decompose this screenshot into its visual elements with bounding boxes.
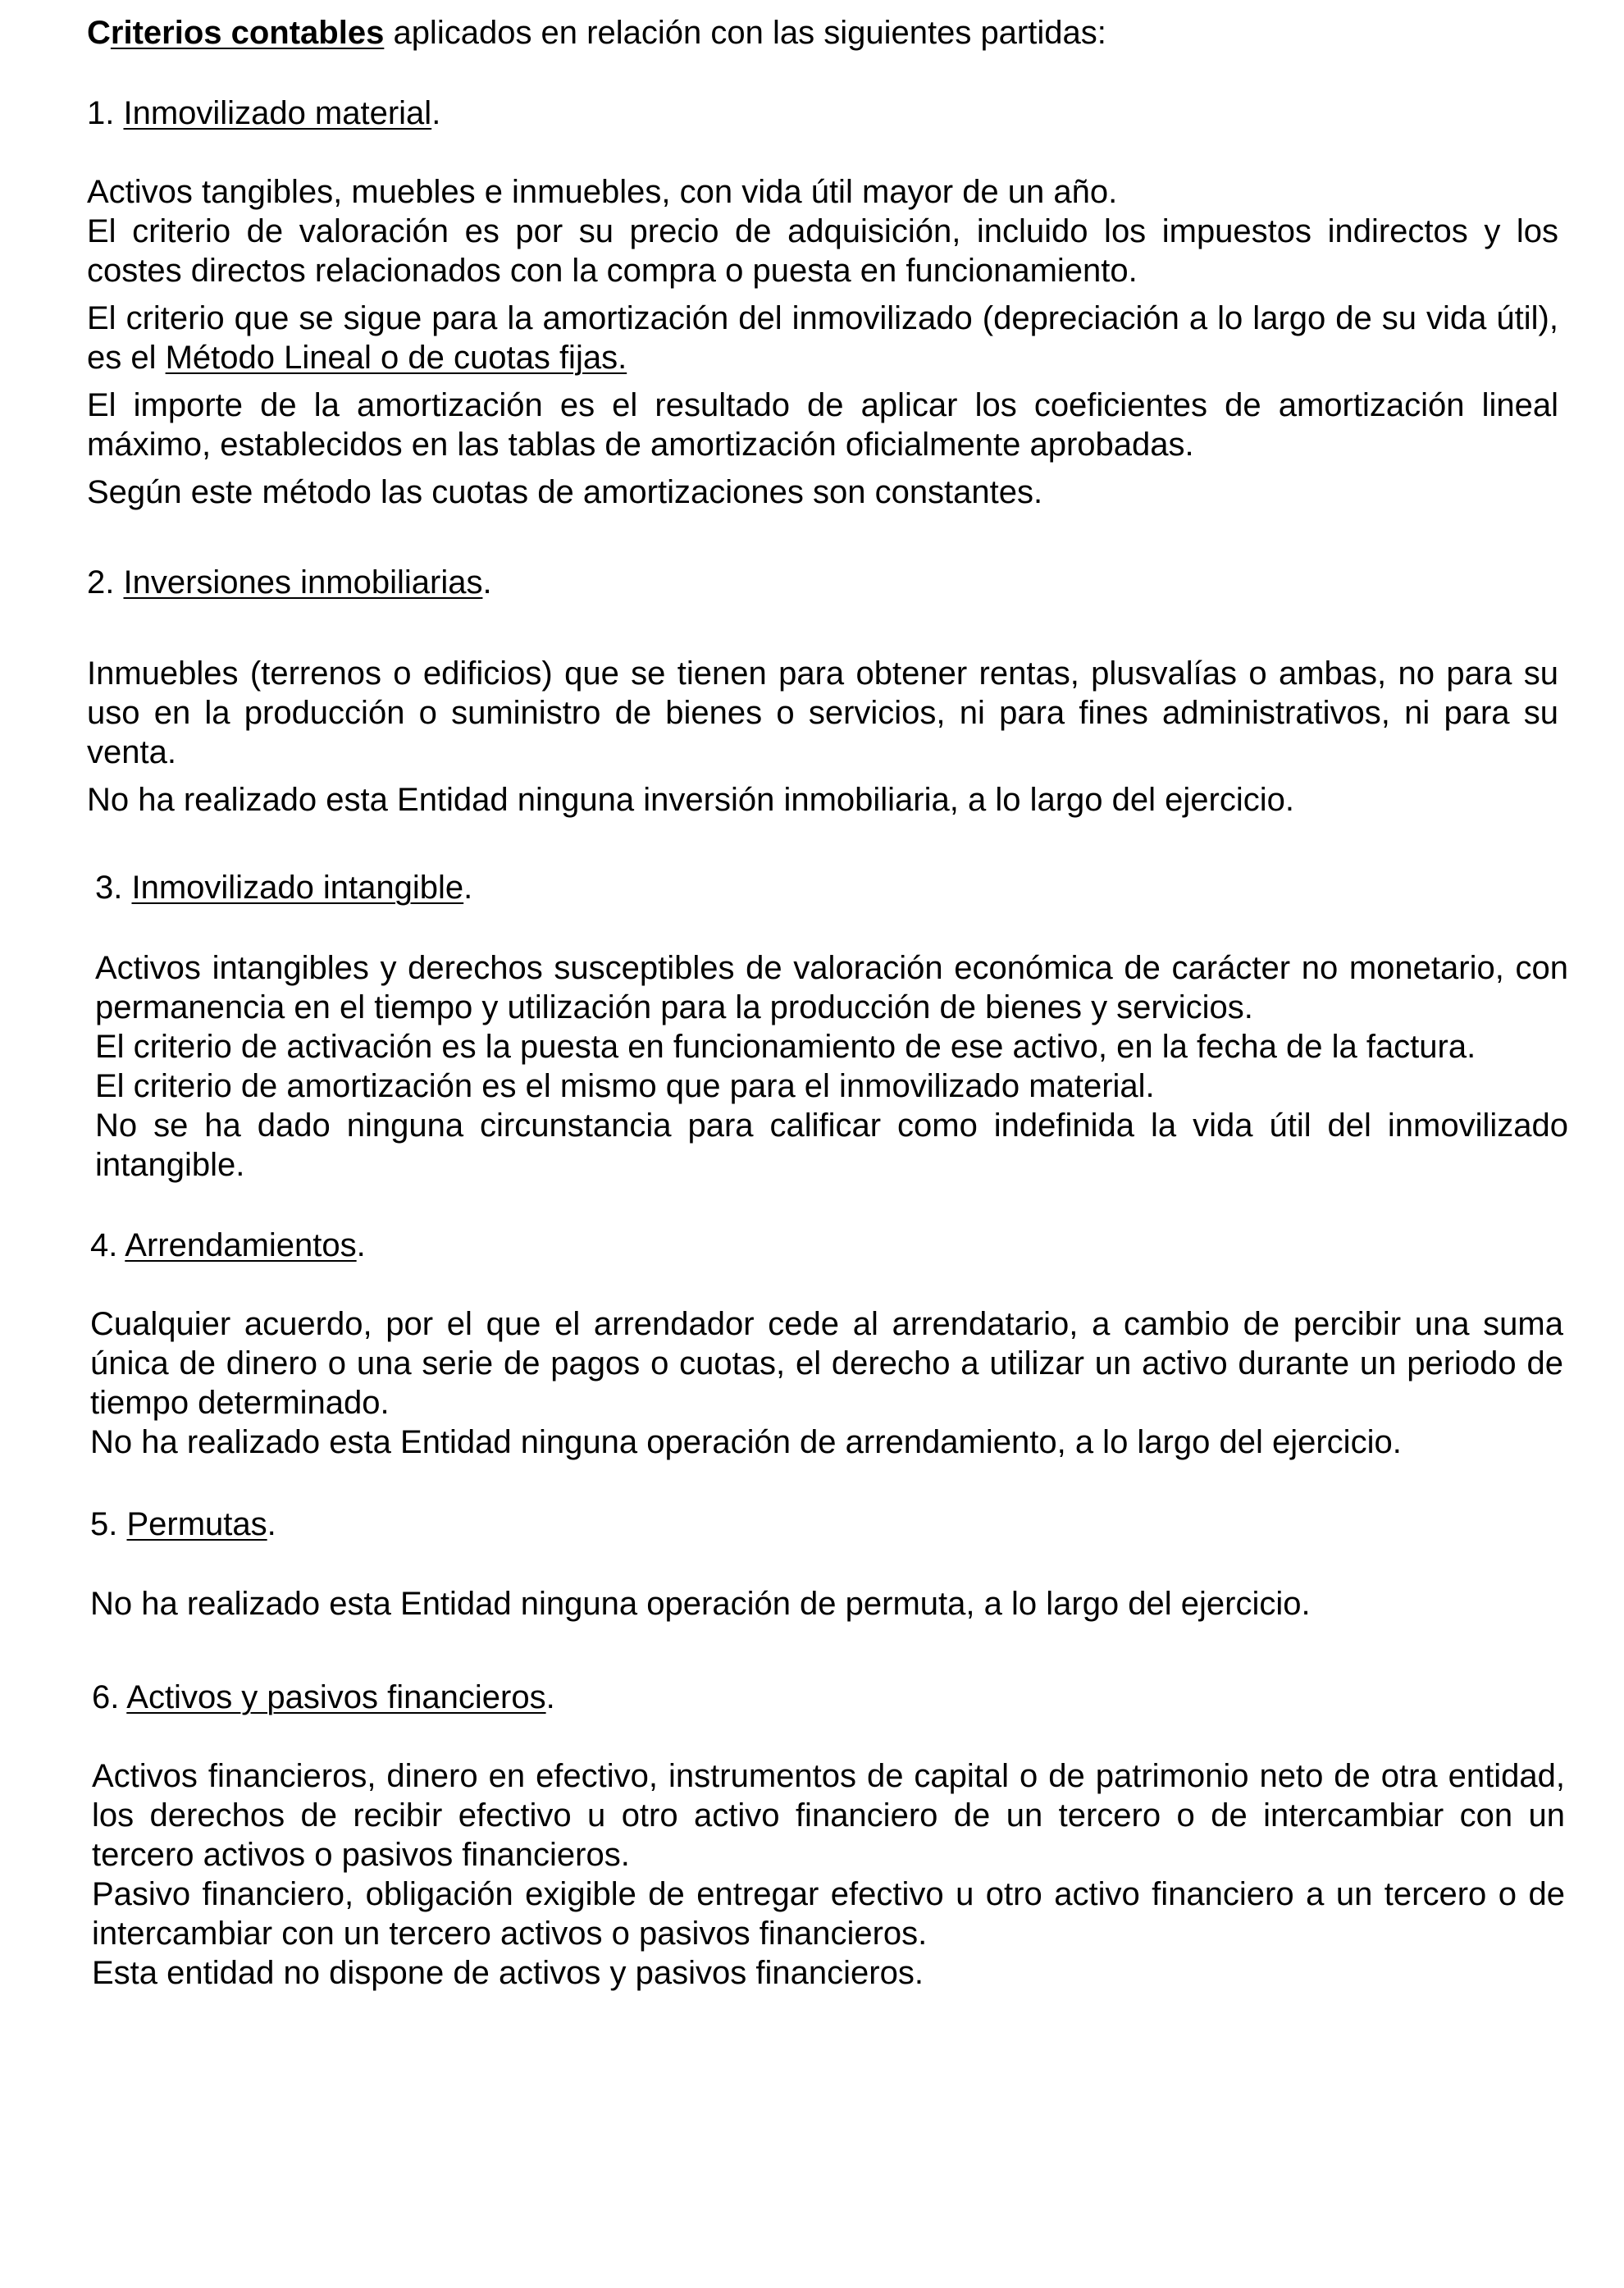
paragraph: No se ha dado ninguna circunstancia para calificar como indefinida la vida útil del inmovilizado intangible. — [95, 1107, 1568, 1183]
paragraph: Pasivo financiero, obligación exigible de entregar efectivo u otro activo financiero a un tercero o de intercambiar con un tercero activos o pasivos financieros. — [92, 1876, 1565, 1952]
section-1-heading: 1. Inmovilizado material. — [87, 95, 441, 131]
intro-text — [87, 13, 1563, 53]
section-number: 5. — [90, 1506, 127, 1542]
paragraph: Según este método las cuotas de amortizaciones son constantes. — [87, 474, 1043, 510]
section-4-heading: 4. Arrendamientos. — [90, 1227, 366, 1263]
section-title: Permutas — [126, 1506, 267, 1542]
paragraph: Cualquier acuerdo, por el que el arrendador cede al arrendatario, a cambio de percibir una suma única de dinero o una serie de pagos o cuotas, el derecho a utilizar un activo durante un periodo de tiempo determinado. — [90, 1306, 1563, 1421]
paragraph: El criterio de amortización es el mismo que para el inmovilizado material. — [95, 1068, 1155, 1104]
underlined-method: Método Lineal o de cuotas fijas. — [165, 340, 627, 376]
section-number: 6. — [92, 1679, 127, 1715]
intro-rest: aplicados en relación con las siguientes partidas: — [384, 15, 1106, 51]
section-number: 2. — [87, 564, 124, 601]
section-5-body — [90, 1584, 1563, 1624]
paragraph: Activos tangibles, muebles e inmuebles, con vida útil mayor de un año. — [87, 174, 1118, 210]
section-2-body — [87, 654, 1558, 820]
paragraph: Esta entidad no dispone de activos y pasivos financieros. — [92, 1955, 924, 1991]
section-2-heading: 2. Inversiones inmobiliarias. — [87, 564, 492, 601]
section-number: 1. — [87, 95, 124, 131]
section-6-heading: 6. Activos y pasivos financieros. — [92, 1679, 555, 1715]
paragraph: Activos intangibles y derechos susceptibles de valoración económica de carácter no monetario, con permanencia en el tiempo y utilización para la producción de bienes y servicios. — [95, 950, 1568, 1025]
section-number: 4. — [90, 1227, 125, 1263]
paragraph: Activos financieros, dinero en efectivo, instrumentos de capital o de patrimonio neto de otra entidad, los derechos de recibir efectivo u otro activo financiero de un tercero o de intercambiar con un tercero activos o pasivos financieros. — [92, 1758, 1565, 1873]
section-5-heading: 5. Permutas. — [90, 1506, 276, 1542]
paragraph: No ha realizado esta Entidad ninguna operación de permuta, a lo largo del ejercicio. — [90, 1586, 1311, 1622]
paragraph: Inmuebles (terrenos o edificios) que se tienen para obtener rentas, plusvalías o ambas, no para su uso en la producción o suministro de bienes o servicios, ni para fines administrativos, ni para su venta. — [87, 655, 1558, 770]
paragraph: El criterio de activación es la puesta en funcionamiento de ese activo, en la fecha de la factura. — [95, 1029, 1476, 1065]
paragraph: El criterio de valoración es por su precio de adquisición, incluido los impuestos indirectos y los costes directos relacionados con la compra o puesta en funcionamiento. — [87, 213, 1558, 289]
section-4-body — [90, 1304, 1563, 1462]
section-title: Arrendamientos — [125, 1227, 357, 1263]
paragraph: No ha realizado esta Entidad ninguna inversión inmobiliaria, a lo largo del ejercicio. — [87, 782, 1294, 818]
intro-first-letter: C — [87, 15, 111, 51]
section-title: Inversiones inmobiliarias — [123, 564, 483, 601]
section-title: Activos y pasivos financieros — [126, 1679, 546, 1715]
section-number: 3. — [95, 870, 132, 906]
section-1-body — [87, 172, 1558, 512]
section-3-body — [95, 948, 1568, 1185]
section-3-heading: 3. Inmovilizado intangible. — [95, 870, 473, 906]
intro-bold-heading: riterios contables — [110, 15, 385, 51]
section-title: Inmovilizado material — [123, 95, 432, 131]
intro-line — [87, 13, 1563, 53]
paragraph: El criterio que se sigue para la amortización del inmovilizado (depreciación a lo largo de su vida útil), es el Método Lineal o de cuotas fijas. — [87, 300, 1558, 376]
paragraph: El importe de la amortización es el resultado de aplicar los coeficientes de amortización lineal máximo, establecidos en las tablas de amortización oficialmente aprobadas. — [87, 387, 1558, 463]
section-6-body — [92, 1756, 1565, 1993]
paragraph: No ha realizado esta Entidad ninguna operación de arrendamiento, a lo largo del ejercicio. — [90, 1424, 1402, 1460]
section-title: Inmovilizado intangible — [131, 870, 464, 906]
